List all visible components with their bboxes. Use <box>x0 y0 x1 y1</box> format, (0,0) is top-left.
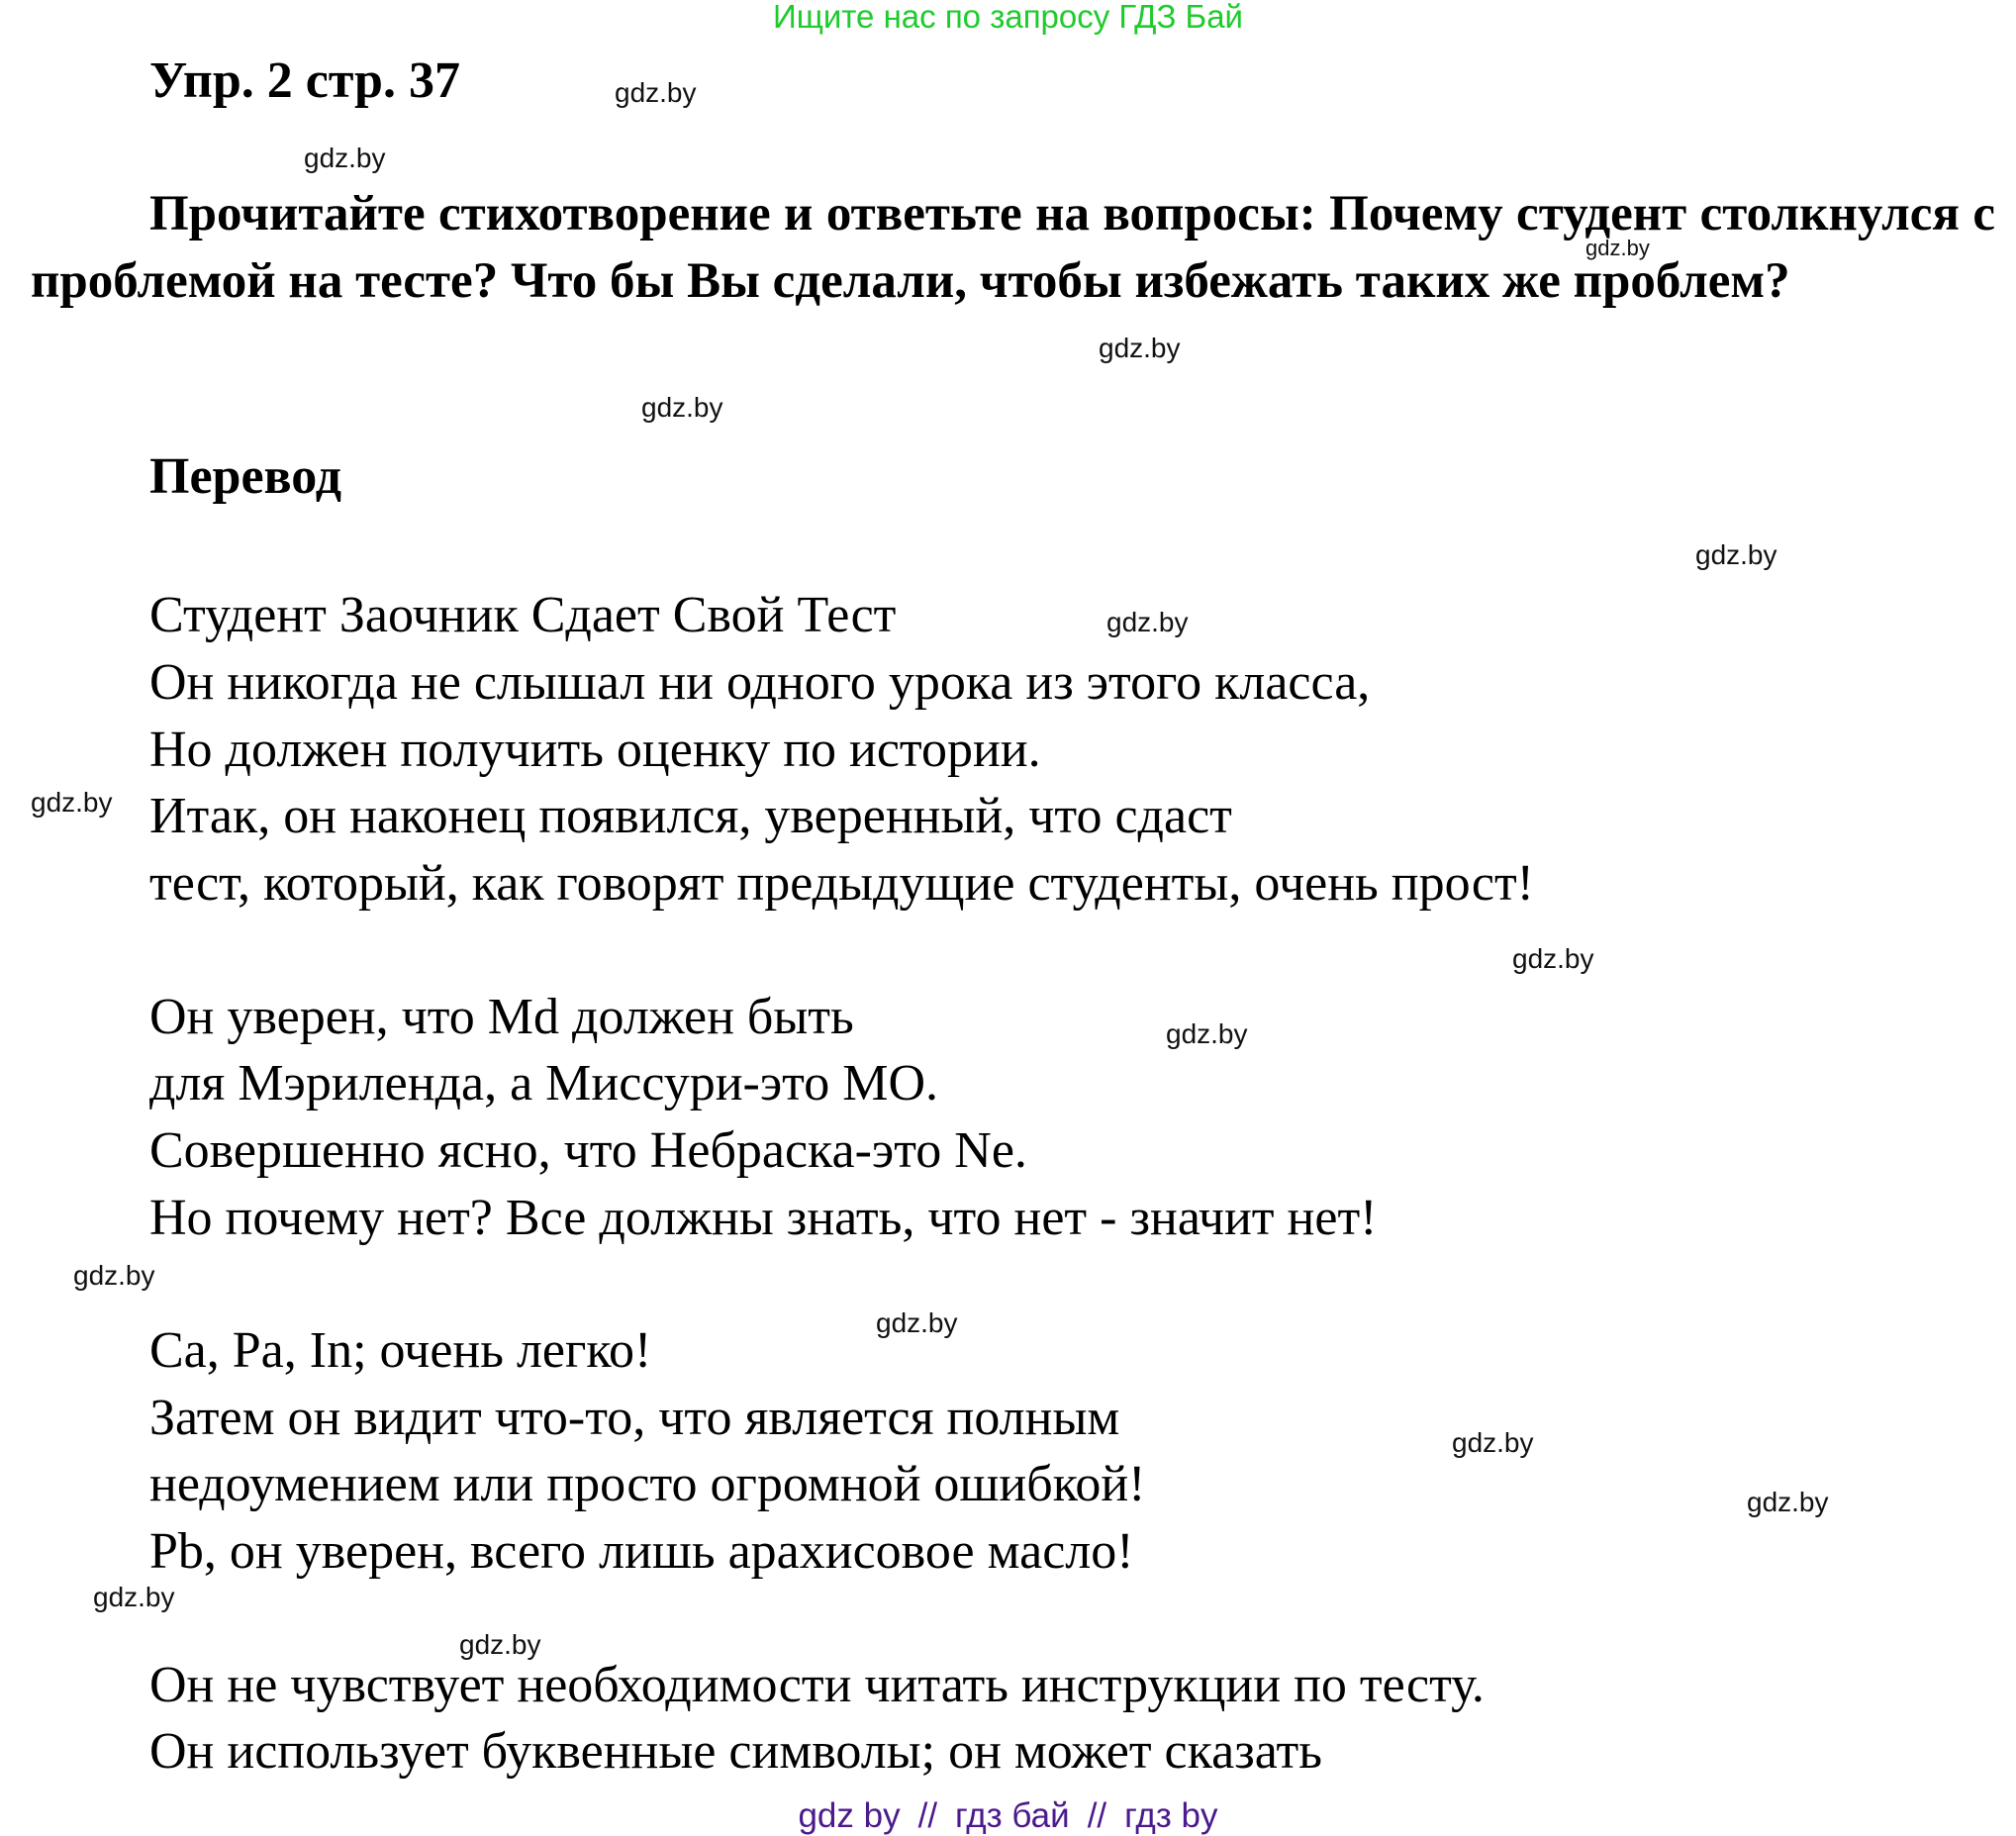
poem-line: для Мэриленда, а Миссури-это MO. <box>149 1055 939 1111</box>
poem-line: Он уверен, что Md должен быть <box>149 989 854 1045</box>
watermark: gdz.by <box>1452 1427 1534 1458</box>
watermark: gdz.by <box>876 1307 958 1338</box>
footer-separator: // <box>1087 1796 1107 1835</box>
exercise-title: Упр. 2 стр. 37 <box>149 52 460 109</box>
watermark: gdz.by <box>1747 1487 1829 1517</box>
watermark: gdz.by <box>1099 333 1181 363</box>
search-promo-banner: Ищите нас по запросу ГДЗ Бай <box>773 0 1243 35</box>
footer-link-gdz-by[interactable]: gdz by <box>798 1796 901 1835</box>
watermark: gdz.by <box>1106 607 1189 637</box>
poem-line: Ca, Pa, In; очень легко! <box>149 1322 652 1379</box>
watermark: gdz.by <box>93 1582 175 1612</box>
watermark: gdz.by <box>615 77 697 108</box>
poem-line: Он не чувствует необходимости читать инструкции по тесту. <box>149 1657 1485 1713</box>
watermark: gdz.by <box>31 787 113 818</box>
footer-link-gdz-by-cyr[interactable]: гдз by <box>1124 1796 1218 1835</box>
section-title-translation: Перевод <box>149 448 342 505</box>
poem-line: Совершенно ясно, что Небраска-это Ne. <box>149 1122 1027 1179</box>
footer-link-gdz-bai[interactable]: гдз бай <box>955 1796 1070 1835</box>
footer-separator: // <box>917 1796 938 1835</box>
poem-line: Но почему нет? Все должны знать, что нет - значит нет! <box>149 1190 1378 1246</box>
watermark: gdz.by <box>1695 539 1777 570</box>
poem-line: Итак, он наконец появился, уверенный, что сдаст <box>149 788 1232 844</box>
poem-line: Но должен получить оценку по истории. <box>149 722 1041 778</box>
watermark: gdz.by <box>1166 1018 1248 1049</box>
poem-line: Он использует буквенные символы; он может сказать <box>149 1723 1322 1780</box>
poem-line: Pb, он уверен, всего лишь арахисовое масло! <box>149 1523 1134 1580</box>
poem-line: недоумением или просто огромной ошибкой! <box>149 1456 1146 1512</box>
watermark: gdz.by <box>304 143 386 173</box>
exercise-task: Прочитайте стихотворение и ответьте на вопросы: Почему студент столкнулся с проблемой на тесте? Что бы Вы сделали, чтобы избежать таких же проблем? <box>31 186 1995 309</box>
poem-title-line: Студент Заочник Сдает Свой Тест <box>149 587 897 643</box>
footer-links <box>0 1796 2016 1836</box>
poem-line: тест, который, как говорят предыдущие студенты, очень прост! <box>149 855 1534 912</box>
poem-line: Он никогда не слышал ни одного урока из этого класса, <box>149 654 1371 711</box>
watermark: gdz.by <box>1512 943 1594 974</box>
watermark: gdz.by <box>641 392 723 423</box>
watermark: gdz.by <box>73 1260 155 1291</box>
watermark: gdz.by <box>1585 236 1650 260</box>
poem-line: Затем он видит что-то, что является полным <box>149 1390 1120 1446</box>
watermark: gdz.by <box>459 1629 541 1660</box>
